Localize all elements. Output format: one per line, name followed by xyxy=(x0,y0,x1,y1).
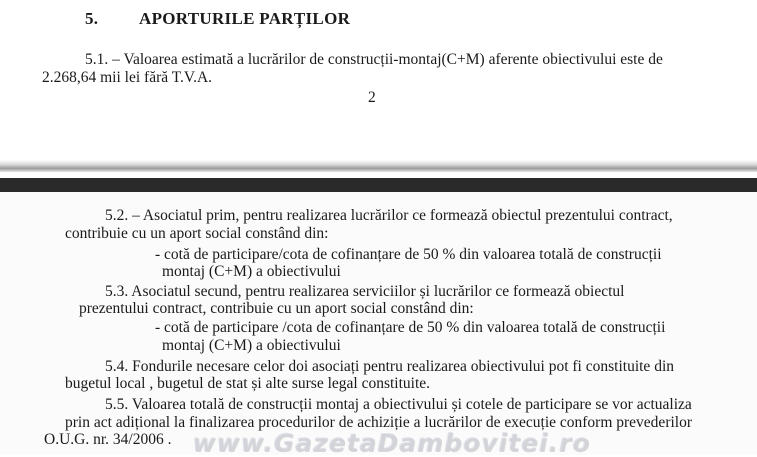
paragraph-5-1-line-2: 2.268,64 mii lei fără T.V.A. xyxy=(42,69,213,86)
page-break-bar xyxy=(0,178,757,192)
page-number: 2 xyxy=(368,89,376,106)
section-number: 5. xyxy=(85,9,99,28)
page-break-shadow xyxy=(0,160,757,172)
section-title: APORTURILE PARȚILOR xyxy=(139,9,351,28)
paragraph-5-5-line-2: prin act adițional la finalizarea procedurilor de achiziție a lucrărilor de execuție conform prevederilor xyxy=(65,414,693,431)
paragraph-5-2-bullet-line-1: - cotă de participare/cota de cofinanțare de 50 % din valoarea totală de construcții xyxy=(155,246,662,263)
paragraph-5-3-line-2: prezentului contract, contribuie cu un aport social constând din: xyxy=(79,300,474,317)
paragraph-5-3-line-1: 5.3. Asociatul secund, pentru realizarea serviciilor și lucrărilor ce formează obiectul xyxy=(105,283,625,300)
paragraph-5-4-line-2: bugetul local , bugetul de stat și alte surse legal constituite. xyxy=(65,375,431,392)
watermark: www.GazetaDambovitei.ro xyxy=(192,428,590,457)
paragraph-5-2-line-2: contribuie cu un aport social constând din: xyxy=(65,225,329,242)
paragraph-5-5-line-3: O.U.G. nr. 34/2006 . xyxy=(44,431,172,448)
paragraph-5-5-line-1: 5.5. Valoarea totală de construcții montaj a obiectivului și cotele de participare se vor actualiza xyxy=(105,396,692,413)
paragraph-5-2-bullet-line-2: montaj (C+M) a obiectivului xyxy=(162,263,341,280)
paragraph-5-3-bullet-line-2: montaj (C+M) a obiectivului xyxy=(162,337,341,354)
paragraph-5-2-line-1: 5.2. – Asociatul prim, pentru realizarea lucrărilor ce formează obiectul prezentului contract, xyxy=(105,207,673,224)
paragraph-5-1-line-1: 5.1. – Valoarea estimată a lucrărilor de construcții-montaj(C+M) aferente obiectivului este de xyxy=(85,51,663,68)
paragraph-5-4-line-1: 5.4. Fondurile necesare celor doi asociați pentru realizarea obiectivului pot fi constituite din xyxy=(105,358,674,375)
paragraph-5-3-bullet-line-1: - cotă de participare /cota de cofinanțare de 50 % din valoarea totală de construcții xyxy=(155,319,666,336)
